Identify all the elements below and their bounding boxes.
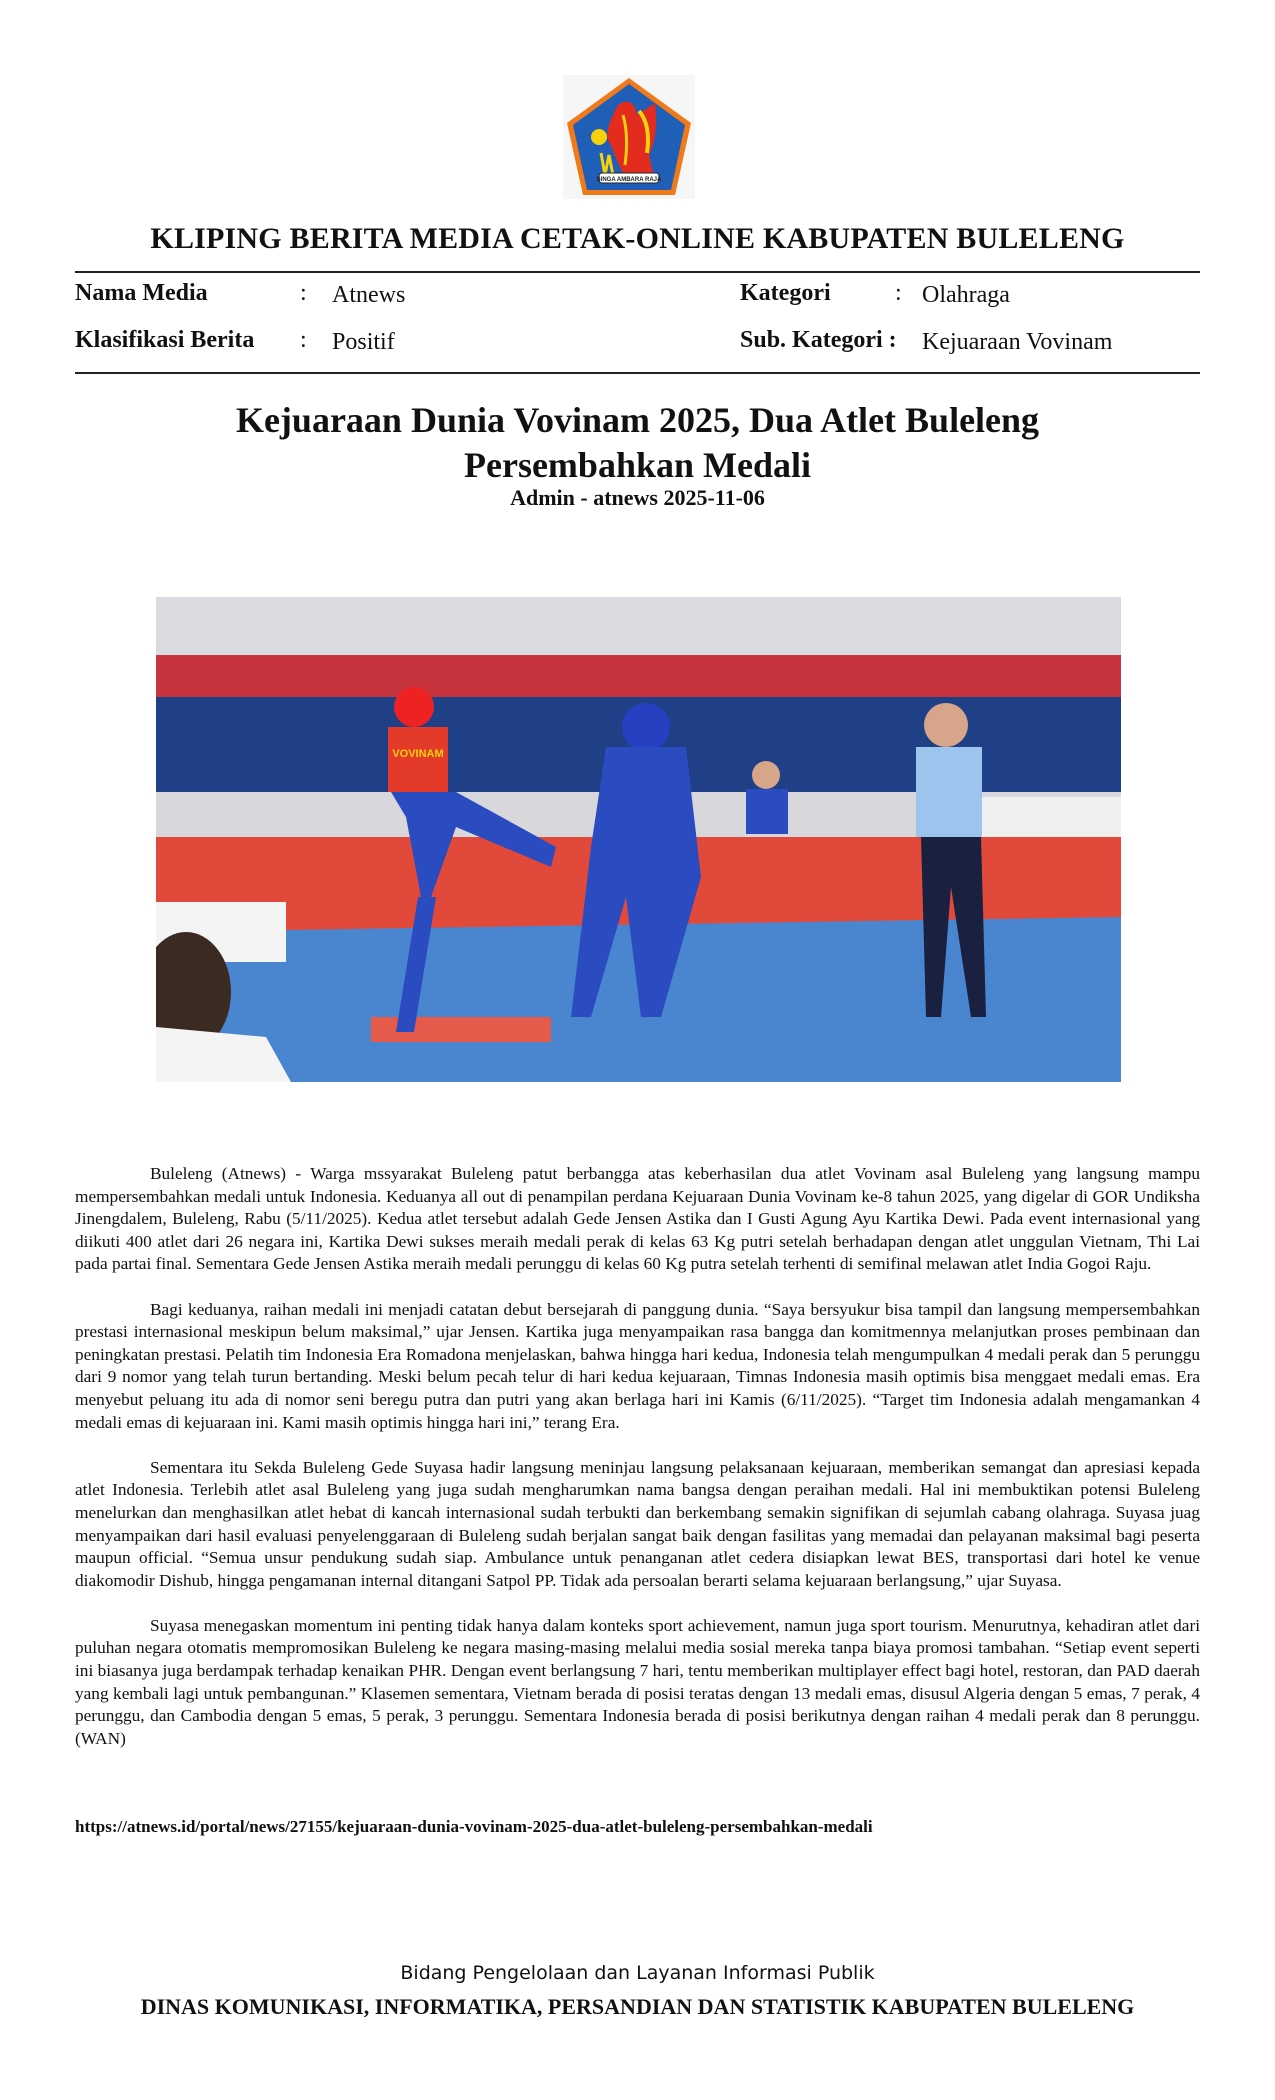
buleleng-regency-logo bbox=[563, 75, 695, 199]
source-url-link[interactable]: https://atnews.id/portal/news/27155/kejuaraan-dunia-vovinam-2025-dua-atlet-buleleng-persembahkan-medali bbox=[75, 1817, 873, 1836]
media-name-field bbox=[75, 280, 208, 307]
logo-motto: SINGA AMBARA RAJA bbox=[596, 177, 662, 183]
article-paragraph: Buleleng (Atnews) - Warga mssyarakat Buleleng patut berbangga atas keberhasilan dua atlet Vovinam asal Buleleng yang langsung mampu mempersembahkan medali untuk Indonesia. Keduanya all out di penampilan perdana Kejuaraan Dunia Vovinam ke-8 tahun 2025, yang digelar di GOR Undiksha Jinengdalem, Buleleng, Rabu (5/11/2025). Kedua atlet tersebut adalah Gede Jensen Astika dan I Gusti Agung Ayu Kartika Dewi. Pada event internasional yang diikuti 400 atlet dari 26 negara ini, Kartika Dewi sukses meraih medali perak di kelas 63 Kg putri setelah berhadapan dengan atlet unggulan Vietnam, Thi Lai pada partai final. Sementara Gede Jensen Astika meraih medali perunggu di kelas 60 Kg putra setelah terhenti di semifinal melawan atlet India Gogoi Raju. bbox=[75, 1164, 1200, 1274]
subcategory-value: Kejuaraan Vovinam bbox=[922, 329, 1113, 355]
category-label: Kategori bbox=[740, 280, 831, 306]
article-paragraph: Sementara itu Sekda Buleleng Gede Suyasa hadir langsung meninjau langsung pelaksanaan kejuaraan, memberikan semangat dan apresiasi kepada atlet Indonesia. Terlebih atlet asal Buleleng yang juga sudah mengharumkan nama bangsa dengan peraihan medali. Hal ini membuktikan potensi Buleleng menelurkan dan menghasilkan atlet hebat di kancah internasional sudah terbukti dan berkembang semakin signifikan di sejumlah cabang olahraga. Suyasa juag menyampaikan dari hasil evaluasi penyelenggaraan di Buleleng sudah berjalan sangat baik dengan fasilitas yang memadai dan pelayanan maksimal bagi peserta maupun official. “Semua unsur pendukung sudah siap. Ambulance untuk penanganan atlet cedera disiapkan lewat BES, transportasi dari hotel ke venue diakomodir Dishub, hingga pengamanan internal ditangani Satpol PP. Tidak ada persoalan berarti selama kejuaraan berlangsung,” ujar Suyasa. bbox=[75, 1457, 1200, 1590]
divider-top bbox=[75, 271, 1200, 273]
colon: : bbox=[300, 280, 307, 306]
article-paragraph: Bagi keduanya, raihan medali ini menjadi catatan debut bersejarah di panggung dunia. “Saya bersyukur bisa tampil dan langsung mempersembahkan prestasi internasional meskipun belum maksimal,” ujar Jensen. Kartika juga menyampaikan rasa bangga dan komitmennya melanjutkan proses pembinaan dan peningkatan prestasi. Pelatih tim Indonesia Era Romadona menjelaskan, bahwa hingga hari kedua, Indonesia telah mengumpulkan 4 medali perak dan 5 perunggu dari 9 nomor yang telah turun bertanding. Meski belum pecah telur di hari kedua kejuaraan, Timnas Indonesia masih optimis bisa menggaet medali emas. Era menyebut peluang itu ada di nomor seni beregu putra dan putri yang akan berlaga hari ini Kamis (6/11/2025). “Target tim Indonesia adalah mengamankan 4 medali emas di kejuaraan ini. Kami masih optimis hingga hari ini,” terang Era. bbox=[75, 1299, 1200, 1432]
article-body bbox=[75, 1163, 1200, 1773]
category-value: Olahraga bbox=[922, 282, 1010, 308]
article-photo bbox=[156, 597, 1121, 1082]
colon: : bbox=[300, 327, 307, 353]
article-paragraph: Suyasa menegaskan momentum ini penting tidak hanya dalam konteks sport achievement, namun juga sport tourism. Menurutnya, kehadiran atlet dari puluhan negara otomatis mempromosikan Buleleng ke negara masing-masing melalui media sosial mereka tanpa biaya promosi tambahan. “Setiap event seperti ini biasanya juga berdampak terhadap kenaikan PHR. Dengan event berlangsung 7 hari, tentu memberikan multiplayer effect bagi hotel, restoran, dan PAD daerah yang kembali lagi untuk pembangunan.” Klasemen sementara, Vietnam berada di posisi teratas dengan 13 medali emas, disusul Algeria dengan 5 emas, 7 perak, 4 perunggu, dan Cambodia dengan 5 emas, 5 perak, 3 perunggu. Sementara Indonesia berada di posisi berikutnya dengan raihan 4 medali perak dan 8 perunggu. (WAN) bbox=[75, 1615, 1200, 1748]
footer-agency: DINAS KOMUNIKASI, INFORMATIKA, PERSANDIAN DAN STATISTIK KABUPATEN BULELENG bbox=[140, 1994, 1135, 2019]
colon: : bbox=[895, 280, 902, 306]
media-name-label: Nama Media bbox=[75, 280, 208, 306]
classification-value: Positif bbox=[332, 329, 395, 355]
classification-label: Klasifikasi Berita bbox=[75, 327, 255, 353]
subcategory-label: Sub. Kategori : bbox=[740, 327, 897, 353]
jersey-text: VOVINAM bbox=[392, 748, 444, 760]
media-name-value: Atnews bbox=[332, 282, 406, 308]
document-title: KLIPING BERITA MEDIA CETAK-ONLINE KABUPATEN BULELENG bbox=[150, 222, 1125, 255]
article-byline: Admin - atnews 2025-11-06 bbox=[510, 485, 765, 510]
article-headline: Kejuaraan Dunia Vovinam 2025, Dua Atlet Buleleng Persembahkan Medali bbox=[235, 400, 1040, 485]
footer-department: Bidang Pengelolaan dan Layanan Informasi Publik bbox=[400, 1962, 875, 1984]
divider-bottom bbox=[75, 372, 1200, 374]
